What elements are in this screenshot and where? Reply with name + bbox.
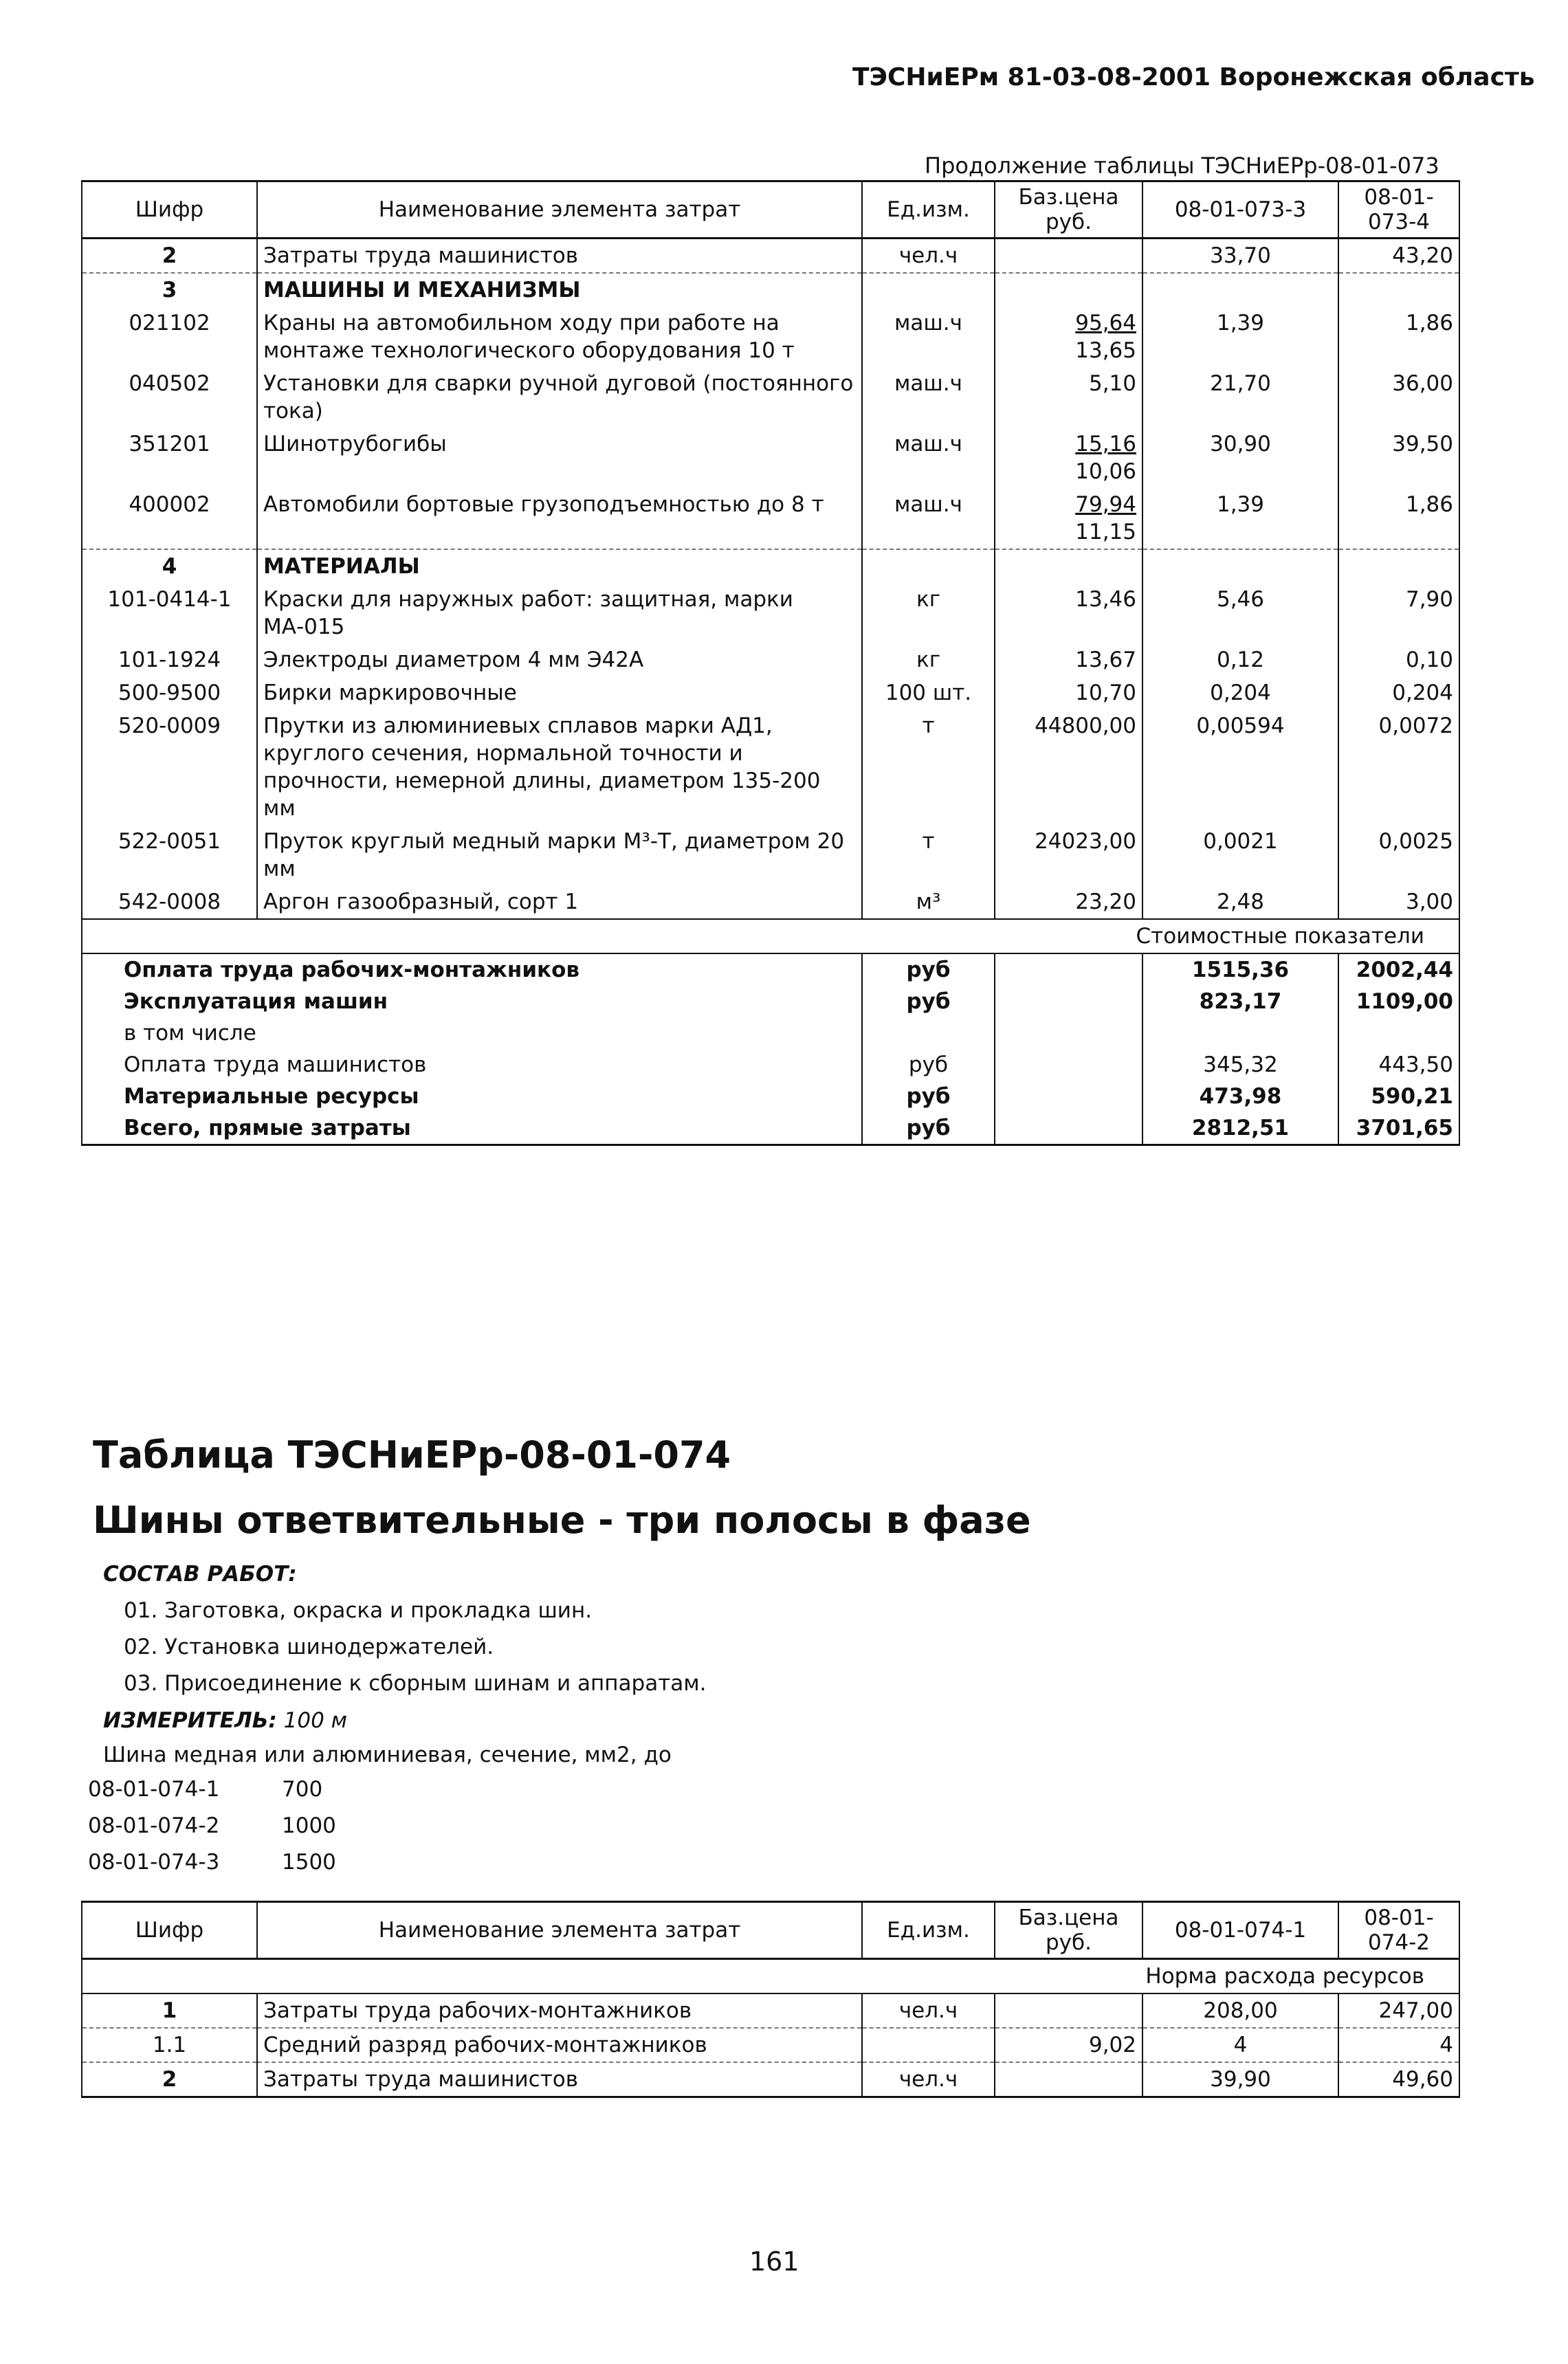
cost-b: 1109,00 [1338, 986, 1459, 1017]
cost-unit: руб [862, 1081, 995, 1112]
cell-name: Пруток круглый медный марки М³-Т, диаметром 20 мм [257, 825, 862, 885]
cost-price [995, 1081, 1142, 1112]
cost-row [82, 1049, 1459, 1081]
cell-price: 9,02 [995, 2028, 1142, 2062]
cell-norm-a: 0,12 [1142, 643, 1338, 676]
cost-b: 590,21 [1338, 1081, 1459, 1112]
cell-name: МАТЕРИАЛЫ [257, 549, 862, 583]
cell-unit: кг [862, 583, 995, 643]
table2-col-header: Шифр [82, 1902, 257, 1959]
cell-code: 522-0051 [82, 825, 257, 885]
cost-unit: руб [862, 986, 995, 1017]
cell-code: 500-9500 [82, 676, 257, 709]
cell-code: 040502 [82, 367, 257, 428]
table1-row [82, 239, 1459, 274]
table1-row [82, 549, 1459, 583]
table2-col-header: Наименование элемента затрат [257, 1902, 862, 1959]
cost-name: Эксплуатация машин [82, 986, 862, 1017]
cell-unit: м³ [862, 885, 995, 919]
cell-norm-a: 4 [1142, 2028, 1338, 2062]
price-wage-value: 11,15 [1075, 520, 1136, 544]
cost-a [1142, 1017, 1338, 1049]
cost-b: 2002,44 [1338, 953, 1459, 986]
cell-price [995, 239, 1142, 274]
cell-price: 24023,00 [995, 825, 1142, 885]
variant-value: 1000 [282, 1813, 336, 1838]
cost-unit [862, 1017, 995, 1049]
cell-norm-b: 1,86 [1338, 488, 1459, 549]
norm-header: Норма расхода ресурсов [82, 1959, 1459, 1994]
cell-price [995, 2062, 1142, 2097]
cell-norm-a: 21,70 [1142, 367, 1338, 428]
cell-price [995, 488, 1142, 549]
cost-unit: руб [862, 1112, 995, 1145]
cost-name: Материальные ресурсы [82, 1081, 862, 1112]
cell-name: Шинотрубогибы [257, 428, 862, 488]
cost-row [82, 1017, 1459, 1049]
cell-code: 1.1 [82, 2028, 257, 2062]
cell-code: 400002 [82, 488, 257, 549]
table1-row [82, 583, 1459, 643]
cell-unit: маш.ч [862, 307, 995, 367]
cell-norm-a: 33,70 [1142, 239, 1338, 274]
cell-unit [862, 549, 995, 583]
cell-norm-b: 0,10 [1338, 643, 1459, 676]
cell-norm-b [1338, 549, 1459, 583]
table2-row [82, 2028, 1459, 2062]
table1-col-header: Шифр [82, 181, 257, 239]
cell-price [995, 1993, 1142, 2028]
cell-norm-a: 5,46 [1142, 583, 1338, 643]
table1-header-row [82, 181, 1459, 239]
variant-code: 08-01-074-1 [88, 1777, 220, 1802]
cell-norm-b: 49,60 [1338, 2062, 1459, 2097]
cell-price [995, 549, 1142, 583]
cell-name: Аргон газообразный, сорт 1 [257, 885, 862, 919]
cell-norm-a: 30,90 [1142, 428, 1338, 488]
table1-row [82, 307, 1459, 367]
cell-name: Прутки из алюминиевых сплавов марки АД1, круглого сечения, нормальной точности и прочности, немерной длины, диаметром 135-200 мм [257, 709, 862, 825]
variant-code: 08-01-074-2 [88, 1813, 220, 1838]
table2-col-header: 08-01-074-1 [1142, 1902, 1338, 1959]
table2-row [82, 2062, 1459, 2097]
work-item: 02. Установка шинодержателей. [124, 1635, 494, 1659]
price-value: 15,16 [1075, 432, 1136, 456]
cell-unit: чел.ч [862, 2062, 995, 2097]
cost-a: 345,32 [1142, 1049, 1338, 1081]
cost-price [995, 1049, 1142, 1081]
cell-unit [862, 2028, 995, 2062]
cell-code: 021102 [82, 307, 257, 367]
table2-row [82, 1993, 1459, 2028]
cell-code: 2 [82, 2062, 257, 2097]
cost-name: Всего, прямые затраты [82, 1112, 862, 1145]
resource-table-073 [81, 180, 1460, 1146]
cost-row [82, 1081, 1459, 1112]
variant-value: 700 [282, 1777, 323, 1802]
cell-norm-b: 36,00 [1338, 367, 1459, 428]
cell-norm-a: 208,00 [1142, 1993, 1338, 2028]
cost-header-row [82, 919, 1459, 953]
cell-code: 4 [82, 549, 257, 583]
cell-code: 101-0414-1 [82, 583, 257, 643]
cell-norm-b: 0,0025 [1338, 825, 1459, 885]
cell-norm-a: 39,90 [1142, 2062, 1338, 2097]
table1-row [82, 273, 1459, 307]
cell-unit: кг [862, 643, 995, 676]
cell-name: Затраты труда машинистов [257, 2062, 862, 2097]
table2-col-header: 08-01-074-2 [1338, 1902, 1459, 1959]
cell-name: Средний разряд рабочих-монтажников [257, 2028, 862, 2062]
cost-b: 3701,65 [1338, 1112, 1459, 1145]
cell-unit [862, 273, 995, 307]
cell-unit: чел.ч [862, 239, 995, 274]
price-value: 95,64 [1075, 311, 1136, 335]
cell-name: Затраты труда машинистов [257, 239, 862, 274]
cell-norm-b: 1,86 [1338, 307, 1459, 367]
cell-name: Установки для сварки ручной дуговой (постоянного тока) [257, 367, 862, 428]
cell-norm-a: 0,00594 [1142, 709, 1338, 825]
cell-unit: маш.ч [862, 488, 995, 549]
table1-row [82, 825, 1459, 885]
works-label: СОСТАВ РАБОТ: [103, 1562, 297, 1587]
cell-code: 3 [82, 273, 257, 307]
table1-row [82, 885, 1459, 919]
cell-norm-a: 1,39 [1142, 307, 1338, 367]
page-header: ТЭСНиЕРм 81-03-08-2001 Воронежская область [852, 63, 1535, 91]
cost-a: 2812,51 [1142, 1112, 1338, 1145]
cost-unit: руб [862, 953, 995, 986]
cost-header: Стоимостные показатели [82, 919, 1459, 953]
table1-row [82, 488, 1459, 549]
cost-price [995, 1112, 1142, 1145]
cell-price [995, 273, 1142, 307]
cell-unit: т [862, 709, 995, 825]
table2-col-header: Баз.цена руб. [995, 1902, 1142, 1959]
cell-name: МАШИНЫ И МЕХАНИЗМЫ [257, 273, 862, 307]
cell-norm-b [1338, 273, 1459, 307]
table-subtitle: Шины ответвительные - три полосы в фазе [93, 1499, 1031, 1542]
cell-code: 520-0009 [82, 709, 257, 825]
table1-col-header: 08-01-073-4 [1338, 181, 1459, 239]
cell-price: 23,20 [995, 885, 1142, 919]
cell-price: 5,10 [995, 367, 1142, 428]
cell-price [995, 307, 1142, 367]
cell-price [995, 428, 1142, 488]
norm-header-row [82, 1959, 1459, 1994]
cell-name: Краны на автомобильном ходу при работе на монтаже технологического оборудования 10 т [257, 307, 862, 367]
cell-code: 1 [82, 1993, 257, 2028]
cell-unit: 100 шт. [862, 676, 995, 709]
cost-a: 473,98 [1142, 1081, 1338, 1112]
table1-row [82, 709, 1459, 825]
cost-price [995, 1017, 1142, 1049]
meter-value: 100 м [283, 1708, 348, 1733]
cell-norm-b: 4 [1338, 2028, 1459, 2062]
table1-col-header: 08-01-073-3 [1142, 181, 1338, 239]
cell-norm-b: 0,204 [1338, 676, 1459, 709]
cost-name: в том числе [82, 1017, 862, 1049]
cell-norm-a: 2,48 [1142, 885, 1338, 919]
cell-code: 351201 [82, 428, 257, 488]
cell-unit: маш.ч [862, 428, 995, 488]
cell-norm-a [1142, 273, 1338, 307]
cell-unit: маш.ч [862, 367, 995, 428]
variant-code: 08-01-074-3 [88, 1850, 220, 1875]
cost-unit: руб [862, 1049, 995, 1081]
cell-norm-a: 1,39 [1142, 488, 1338, 549]
cost-price [995, 986, 1142, 1017]
cell-name: Автомобили бортовые грузоподъемностью до 8 т [257, 488, 862, 549]
cost-b [1338, 1017, 1459, 1049]
cost-b: 443,50 [1338, 1049, 1459, 1081]
cell-name: Краски для наружных работ: защитная, марки МА-015 [257, 583, 862, 643]
cost-name: Оплата труда рабочих-монтажников [82, 953, 862, 986]
cost-name: Оплата труда машинистов [82, 1049, 862, 1081]
page-number: 161 [749, 2246, 799, 2277]
table1-row [82, 676, 1459, 709]
cell-price: 13,46 [995, 583, 1142, 643]
cost-row [82, 1112, 1459, 1145]
cell-price: 13,67 [995, 643, 1142, 676]
cell-name: Электроды диаметром 4 мм Э42А [257, 643, 862, 676]
table1-col-header: Баз.цена руб. [995, 181, 1142, 239]
price-wage-value: 13,65 [1075, 338, 1136, 363]
cost-a: 1515,36 [1142, 953, 1338, 986]
cell-norm-b: 39,50 [1338, 428, 1459, 488]
cell-code: 101-1924 [82, 643, 257, 676]
variant-value: 1500 [282, 1850, 336, 1875]
cell-code: 2 [82, 239, 257, 274]
cell-norm-b: 43,20 [1338, 239, 1459, 274]
table1-row [82, 367, 1459, 428]
meter-line [103, 1708, 347, 1733]
cell-norm-b: 3,00 [1338, 885, 1459, 919]
table-continuation-caption: Продолжение таблицы ТЭСНиЕРр-08-01-073 [925, 153, 1439, 179]
table1-col-header: Ед.изм. [862, 181, 995, 239]
cost-a: 823,17 [1142, 986, 1338, 1017]
table1-row [82, 643, 1459, 676]
work-item: 03. Присоединение к сборным шинам и аппаратам. [124, 1671, 707, 1696]
work-item: 01. Заготовка, окраска и прокладка шин. [124, 1598, 593, 1623]
cell-norm-a [1142, 549, 1338, 583]
table1-row [82, 428, 1459, 488]
cost-row [82, 953, 1459, 986]
price-wage-value: 10,06 [1075, 459, 1136, 484]
cell-norm-b: 247,00 [1338, 1993, 1459, 2028]
cell-unit: чел.ч [862, 1993, 995, 2028]
cell-name: Затраты труда рабочих-монтажников [257, 1993, 862, 2028]
table2-header-row [82, 1902, 1459, 1959]
table2-col-header: Ед.изм. [862, 1902, 995, 1959]
price-value: 79,94 [1075, 492, 1136, 517]
cell-norm-a: 0,0021 [1142, 825, 1338, 885]
section-description: Шина медная или алюминиевая, сечение, мм2, до [103, 1743, 672, 1767]
cost-price [995, 953, 1142, 986]
cell-price: 44800,00 [995, 709, 1142, 825]
cell-unit: т [862, 825, 995, 885]
cell-price: 10,70 [995, 676, 1142, 709]
cell-code: 542-0008 [82, 885, 257, 919]
meter-label: ИЗМЕРИТЕЛЬ: [103, 1708, 277, 1733]
cell-norm-a: 0,204 [1142, 676, 1338, 709]
table-title: Таблица ТЭСНиЕРр-08-01-074 [93, 1433, 731, 1477]
table1-col-header: Наименование элемента затрат [257, 181, 862, 239]
resource-table-074 [81, 1901, 1460, 2098]
cell-name: Бирки маркировочные [257, 676, 862, 709]
cost-row [82, 986, 1459, 1017]
cell-norm-b: 0,0072 [1338, 709, 1459, 825]
cell-norm-b: 7,90 [1338, 583, 1459, 643]
